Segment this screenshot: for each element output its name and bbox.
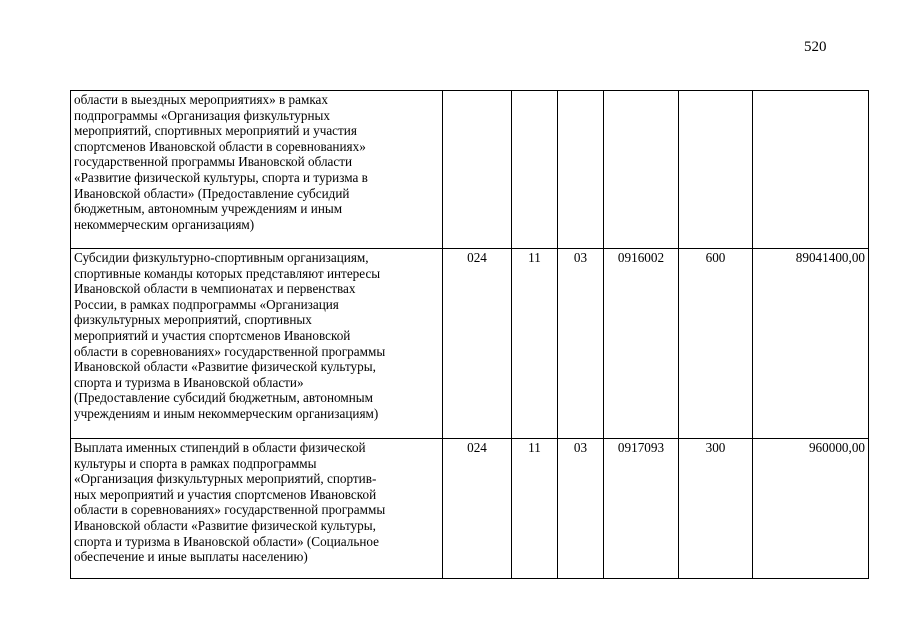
- description-line: мероприятий и участия спортсменов Ивановской: [74, 327, 351, 343]
- amount-cell: 89041400,00: [753, 249, 869, 439]
- description-line: Ивановской области» (Предоставление субсидий: [74, 185, 350, 201]
- row-description: [71, 249, 443, 439]
- description-line: спорта и туризма в Ивановской области»: [74, 374, 304, 390]
- table-row: [71, 439, 869, 579]
- row-description: [71, 439, 443, 579]
- page-number: 520: [804, 39, 827, 55]
- description-line: ных мероприятий и участия спортсменов Ивановской: [74, 486, 377, 502]
- description-line: подпрограммы «Организация физкультурных: [74, 107, 330, 123]
- description-line: Выплата именных стипендий в области физической: [74, 440, 366, 455]
- description-line: области в соревнованиях» государственной программы: [74, 343, 386, 359]
- description-line: мероприятий, спортивных мероприятий и участия: [74, 123, 357, 139]
- description-line: государственной программы Ивановской области: [74, 154, 353, 170]
- target-article-code: [604, 91, 679, 249]
- description-line: обеспечение и иные выплаты населению): [74, 549, 308, 565]
- description-line: Субсидии физкультурно-спортивным организациям,: [74, 250, 369, 265]
- subsection-code: 03: [558, 249, 604, 439]
- subsection-code: [558, 91, 604, 249]
- section-code: 11: [512, 439, 558, 579]
- description-line: области в выездных мероприятиях» в рамках: [74, 92, 328, 107]
- description-line: учреждениям и иным некоммерческим организациям): [74, 405, 379, 421]
- expense-type-code: [679, 91, 753, 249]
- table-row: [71, 249, 869, 439]
- description-line: Ивановской области в чемпионатах и первенствах: [74, 281, 356, 297]
- section-code: [512, 91, 558, 249]
- description-line: Ивановской области «Развитие физической культуры,: [74, 517, 376, 533]
- table-row: [71, 91, 869, 249]
- description-line: некоммерческим организациям): [74, 216, 255, 232]
- description-line: «Организация физкультурных мероприятий, спортив-: [74, 471, 377, 487]
- description-line: Ивановской области «Развитие физической культуры,: [74, 359, 376, 375]
- row-description: [71, 91, 443, 249]
- description-line: области в соревнованиях» государственной программы: [74, 502, 386, 518]
- description-line: культуры и спорта в рамках подпрограммы: [74, 455, 317, 471]
- expense-type-code: 600: [679, 249, 753, 439]
- budget-table: [70, 90, 869, 579]
- subsection-code: 03: [558, 439, 604, 579]
- target-article-code: 0916002: [604, 249, 679, 439]
- expense-type-code: 300: [679, 439, 753, 579]
- description-line: спортивные команды которых представляют интересы: [74, 265, 381, 281]
- description-line: России, в рамках подпрограммы «Организация: [74, 296, 339, 312]
- description-line: физкультурных мероприятий, спортивных: [74, 312, 312, 328]
- ministry-code: 024: [443, 249, 512, 439]
- description-line: «Развитие физической культуры, спорта и туризма в: [74, 169, 368, 185]
- ministry-code: [443, 91, 512, 249]
- target-article-code: 0917093: [604, 439, 679, 579]
- section-code: 11: [512, 249, 558, 439]
- description-line: спорта и туризма в Ивановской области» (Социальное: [74, 533, 380, 549]
- ministry-code: 024: [443, 439, 512, 579]
- description-line: спортсменов Ивановской области в соревнованиях»: [74, 138, 366, 154]
- amount-cell: [753, 91, 869, 249]
- description-line: бюджетным, автономным учреждениям и иным: [74, 201, 343, 217]
- description-line: (Предоставление субсидий бюджетным, автономным: [74, 390, 373, 406]
- amount-cell: 960000,00: [753, 439, 869, 579]
